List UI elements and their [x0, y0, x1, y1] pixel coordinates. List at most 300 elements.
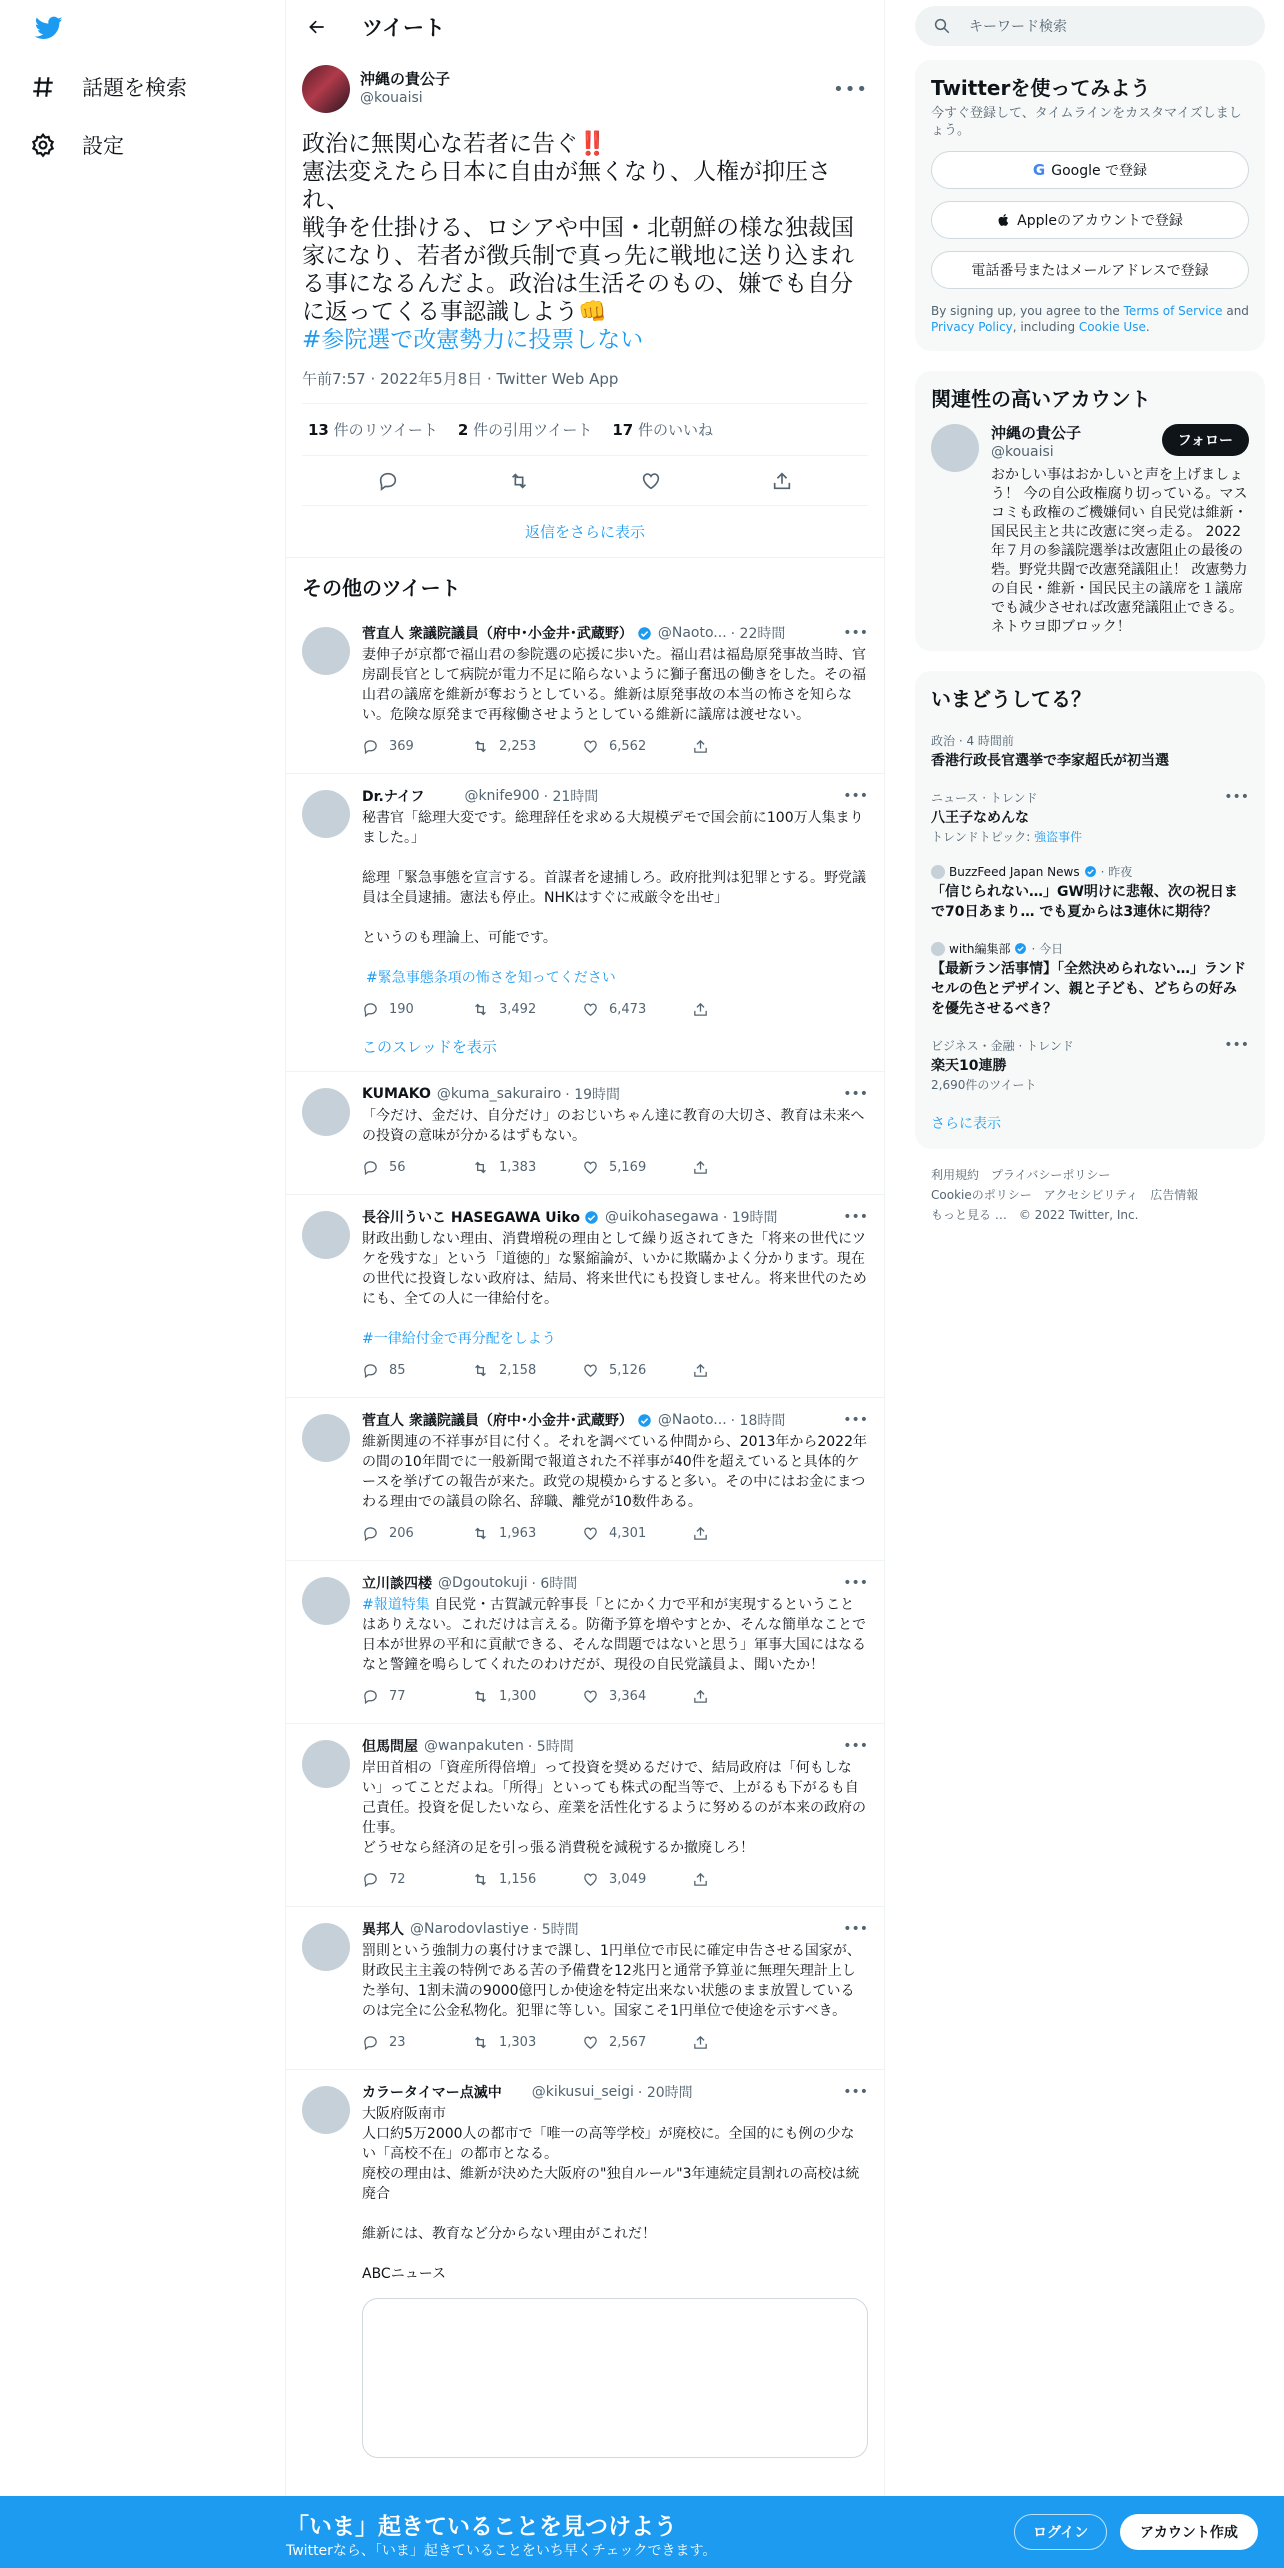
- retweet-button[interactable]: [472, 738, 582, 755]
- share-button[interactable]: [692, 1159, 802, 1176]
- tweet-card[interactable]: [286, 1398, 884, 1561]
- share-icon: [692, 1159, 709, 1176]
- related-account-info: [991, 424, 1249, 637]
- signup-subtitle: 今すぐ登録して、タイムラインをカスタマイズしましょう。: [931, 106, 1242, 138]
- avatar[interactable]: [302, 627, 350, 675]
- reply-icon: [362, 1525, 379, 1542]
- like-icon: [582, 1001, 599, 1018]
- tweet-card[interactable]: [286, 2070, 884, 2468]
- bottom-signup-bar: [0, 2496, 1284, 2568]
- tweet-author-name[interactable]: 菅直人 衆議院議員（府中･小金井･武蔵野）: [362, 1413, 633, 1429]
- show-thread-link[interactable]: このスレッドを表示: [362, 1038, 497, 1056]
- bottom-bar-subtitle: Twitterなら、「いま」起きていることをいち早くチェックできます。: [286, 2543, 717, 2559]
- tweet-time[interactable]: · 6時間: [531, 1576, 578, 1592]
- retweet-icon: [472, 2034, 489, 2051]
- likes-count: 17: [612, 421, 634, 439]
- like-count: 3,364: [609, 1688, 647, 1704]
- like-count: 5,126: [609, 1362, 647, 1378]
- share-button[interactable]: [692, 1362, 802, 1379]
- verified-badge-icon: [584, 1210, 599, 1225]
- legal-end: .: [1145, 320, 1150, 334]
- tweet-actions: [362, 1150, 868, 1184]
- share-button[interactable]: [692, 1525, 802, 1542]
- tweet-body: [362, 1084, 868, 1184]
- tweet-body: [362, 1410, 868, 1550]
- terms-link[interactable]: Terms of Service: [1123, 304, 1223, 318]
- tweet-author-handle[interactable]: @uikohasegawa: [605, 1209, 719, 1225]
- more-options-icon[interactable]: •••: [843, 1086, 868, 1102]
- likes-label: 件のいいね: [633, 421, 714, 439]
- tweet-actions: [362, 729, 868, 763]
- retweet-count: 1,303: [499, 2034, 537, 2050]
- legal-including: , including: [1012, 320, 1079, 334]
- apple-signup-button[interactable]: [931, 201, 1249, 239]
- reply-count: 23: [389, 2034, 406, 2050]
- avatar[interactable]: [302, 2086, 350, 2134]
- author-handle[interactable]: @kouaisi: [360, 90, 423, 106]
- share-icon[interactable]: [771, 470, 793, 492]
- search-placeholder: キーワード検索: [969, 19, 1067, 35]
- avatar[interactable]: [302, 1211, 350, 1259]
- trend-context: 政治 · 4 時間前: [931, 734, 1014, 748]
- tweet-text: 大阪府阪南市 人口約5万2000人の都市で「唯一の高等学校」が廃校に。全国的にも例の少ない「高校不在」の都市となる。 廃校の理由は、維新が決めた大阪府の"独自ルール"3年連続定員割れの高校は統廃合 維新には、教育など分からない理由がこれだ！ ABCニュース: [362, 2106, 860, 2282]
- hashtag-icon: [30, 74, 56, 100]
- tweet-text: [362, 1595, 868, 1675]
- like-count: 5,169: [609, 1159, 647, 1175]
- like-icon: [582, 1871, 599, 1888]
- search-icon: [933, 17, 951, 35]
- like-count: 3,049: [609, 1871, 647, 1887]
- phone-email-signup-button[interactable]: [931, 251, 1249, 289]
- related-account-header: [991, 424, 1249, 462]
- tweet-body: [362, 1736, 868, 1896]
- like-icon: [582, 738, 599, 755]
- more-options-icon[interactable]: •••: [843, 1209, 868, 1225]
- more-options-icon[interactable]: •••: [1224, 789, 1249, 805]
- reply-button[interactable]: [362, 1159, 472, 1176]
- reply-button[interactable]: [362, 1362, 472, 1379]
- like-button[interactable]: [582, 1525, 692, 1542]
- google-signup-label: Google で登録: [1051, 163, 1148, 179]
- like-icon: [582, 1688, 599, 1705]
- tweet-actions: [362, 1862, 868, 1896]
- share-icon: [692, 1871, 709, 1888]
- retweet-icon: [472, 1159, 489, 1176]
- like-icon: [582, 1525, 599, 1542]
- retweets-stat[interactable]: [308, 419, 438, 440]
- related-title: 関連性の高いアカウント: [931, 387, 1151, 411]
- tweet-author-name[interactable]: KUMAKO: [362, 1086, 431, 1102]
- copyright: © 2022 Twitter, Inc.: [1018, 1208, 1139, 1222]
- more-options-icon[interactable]: •••: [843, 1412, 868, 1428]
- share-button[interactable]: [692, 738, 802, 755]
- trend-source: [931, 940, 1249, 957]
- more-options-icon[interactable]: •••: [843, 788, 868, 804]
- tweet-time[interactable]: · 22時間: [730, 626, 786, 642]
- like-button[interactable]: [582, 1362, 692, 1379]
- retweet-button[interactable]: [472, 1001, 582, 1018]
- twitter-logo-icon[interactable]: [32, 14, 66, 42]
- tweet-text-body: 秘書官「総理大変です。総理辞任を求める大規模デモで国会前に100万人集まりました。」 総理「緊急事態を宣言する。首謀者を逮捕しろ。政府批判は犯罪とする。野党議員は全員逮捕。憲法も停止。NHKはすぐに戒厳令を出せ」 というのも理論上、可能です。: [362, 810, 866, 946]
- verified-badge-icon: [637, 626, 652, 641]
- like-count: 6,473: [609, 1001, 647, 1017]
- related-account-handle[interactable]: @kouaisi: [991, 444, 1054, 460]
- back-arrow-icon: [307, 17, 327, 37]
- footer-links: [915, 1149, 1265, 1241]
- tweet-author-name[interactable]: 立川談四楼: [362, 1576, 432, 1592]
- like-button[interactable]: [582, 1871, 692, 1888]
- like-button[interactable]: [582, 1001, 692, 1018]
- tweet-header: [362, 786, 868, 806]
- retweets-count: 13: [308, 421, 329, 439]
- share-icon: [692, 1688, 709, 1705]
- quotes-stat[interactable]: [458, 419, 592, 440]
- tweet-author-handle[interactable]: @kikusui_seigi: [531, 2084, 634, 2100]
- reply-button[interactable]: [362, 1688, 472, 1705]
- link-card[interactable]: [362, 2298, 868, 2458]
- footer-link[interactable]: プライバシーポリシー: [991, 1168, 1111, 1182]
- reply-icon: [362, 1362, 379, 1379]
- tweet-time[interactable]: · 19時間: [565, 1087, 621, 1103]
- like-count: 2,567: [609, 2034, 647, 2050]
- more-options-icon[interactable]: •••: [1224, 1037, 1249, 1053]
- reply-icon[interactable]: [377, 470, 399, 492]
- reply-count: 56: [389, 1159, 406, 1175]
- tweet-time[interactable]: · 21時間: [543, 789, 599, 805]
- retweet-count: 3,492: [499, 1001, 537, 1017]
- verified-badge-icon: [1014, 942, 1027, 955]
- tweet-card[interactable]: [286, 1072, 884, 1195]
- tweet-header: [362, 623, 868, 643]
- reply-button[interactable]: [362, 2034, 472, 2051]
- tweet-card[interactable]: [286, 1195, 884, 1398]
- tweet-author-handle[interactable]: @Naoto...: [657, 625, 727, 641]
- quotes-count: 2: [457, 421, 469, 439]
- tweet-header: [362, 1410, 868, 1430]
- avatar[interactable]: [302, 65, 350, 113]
- tweet-time[interactable]: · 5時間: [527, 1739, 574, 1755]
- retweet-count: 1,963: [499, 1525, 537, 1541]
- tweet-author-name[interactable]: 長谷川ういこ HASEGAWA Uiko: [362, 1210, 581, 1226]
- right-sidebar: [915, 0, 1265, 1241]
- follow-button[interactable]: フォロー: [1162, 424, 1249, 456]
- related-account[interactable]: [915, 424, 1265, 651]
- tweet-author-handle[interactable]: @knife900: [464, 788, 540, 804]
- tweet-time[interactable]: · 19時間: [722, 1210, 778, 1226]
- tweet-time[interactable]: · 18時間: [730, 1413, 786, 1429]
- avatar[interactable]: [302, 1740, 350, 1788]
- share-button[interactable]: [692, 1688, 802, 1705]
- reply-count: 85: [389, 1362, 406, 1378]
- retweet-icon: [472, 1001, 489, 1018]
- search-box[interactable]: [915, 6, 1265, 46]
- more-options-icon[interactable]: •••: [833, 78, 868, 100]
- tweet-time[interactable]: · 20時間: [637, 2085, 693, 2101]
- trend-count: 2,690件のツイート: [931, 1078, 1037, 1092]
- tweet-author-handle[interactable]: @Naoto...: [657, 1412, 727, 1428]
- trend-item[interactable]: [915, 855, 1265, 932]
- header-bar: [286, 0, 884, 54]
- like-icon[interactable]: [640, 470, 662, 492]
- google-icon: G: [1032, 161, 1046, 179]
- like-button[interactable]: [582, 1159, 692, 1176]
- retweet-icon[interactable]: [508, 470, 530, 492]
- show-more-trends-link[interactable]: さらに表示: [931, 1116, 1001, 1132]
- legal-and: and: [1222, 304, 1249, 318]
- retweet-button[interactable]: [472, 1525, 582, 1542]
- more-options-icon[interactable]: •••: [843, 1921, 868, 1937]
- related-account-name[interactable]: 沖縄の貴公子: [991, 424, 1082, 442]
- retweet-icon: [472, 1525, 489, 1542]
- retweet-button[interactable]: [472, 1362, 582, 1379]
- reply-count: 369: [389, 738, 414, 754]
- more-options-icon[interactable]: •••: [843, 1738, 868, 1754]
- more-options-icon[interactable]: •••: [843, 625, 868, 641]
- author-names: [360, 70, 450, 108]
- like-icon: [582, 1362, 599, 1379]
- like-icon: [582, 1159, 599, 1176]
- tweet-body: [362, 1207, 868, 1387]
- trend-title: 香港行政長官選挙で李家超氏が初当選: [931, 753, 1169, 769]
- main-tweet-actions: [302, 456, 868, 506]
- trend-context: ビジネス・金融 · トレンド: [931, 1039, 1074, 1053]
- reply-button[interactable]: [362, 1525, 472, 1542]
- tweet-card[interactable]: [286, 1724, 884, 1907]
- signup-button[interactable]: アカウント作成: [1120, 2514, 1258, 2550]
- share-icon: [692, 1525, 709, 1542]
- gear-icon: [30, 132, 56, 158]
- login-button[interactable]: ログイン: [1014, 2514, 1107, 2550]
- avatar[interactable]: [302, 1577, 350, 1625]
- like-button[interactable]: [582, 2034, 692, 2051]
- share-icon: [692, 1001, 709, 1018]
- source-avatar: [931, 942, 945, 956]
- avatar[interactable]: [302, 1923, 350, 1971]
- quotes-label: 件の引用ツイート: [468, 421, 593, 439]
- tweet-body: [362, 1573, 868, 1713]
- like-count: 6,562: [609, 738, 647, 754]
- trend-source-time: · 今日: [1031, 942, 1064, 956]
- retweet-count: 2,158: [499, 1362, 537, 1378]
- trend-title: 八王子なめんな: [931, 810, 1029, 826]
- like-icon: [582, 2034, 599, 2051]
- trend-source-time: · 昨夜: [1100, 865, 1133, 879]
- avatar[interactable]: [302, 1088, 350, 1136]
- back-button[interactable]: [302, 12, 332, 42]
- tweet-actions: [362, 1679, 868, 1713]
- share-icon: [692, 2034, 709, 2051]
- retweet-count: 1,300: [499, 1688, 537, 1704]
- tweet-card[interactable]: [286, 611, 884, 774]
- reply-icon: [362, 1688, 379, 1705]
- legal-prefix: By signing up, you agree to the: [931, 304, 1124, 318]
- bottom-bar-title: 「いま」起きていることを見つけよう: [286, 2514, 677, 2540]
- more-options-icon[interactable]: •••: [843, 2084, 868, 2100]
- like-button[interactable]: [582, 1688, 692, 1705]
- avatar[interactable]: [302, 790, 350, 838]
- signup-title: Twitterを使ってみよう: [931, 76, 1151, 100]
- tweet-card[interactable]: [286, 774, 884, 1072]
- main-column: [285, 0, 885, 2568]
- like-count: 4,301: [609, 1525, 647, 1541]
- tweet-timestamp[interactable]: 午前7:57 · 2022年5月8日 · Twitter Web App: [302, 368, 868, 404]
- tweet-author-name[interactable]: カラータイマー点滅中: [362, 2085, 502, 2101]
- tweet-author-handle[interactable]: @kuma_sakurairo: [436, 1086, 562, 1102]
- privacy-link[interactable]: Privacy Policy: [931, 320, 1013, 334]
- retweet-icon: [472, 1871, 489, 1888]
- tweet-text-body: 自民党・古賀誠元幹事長「とにかく力で平和が実現するということはありえない。これだけは言える。防衛予算を増やすとか、そんな簡単なことで日本が世界の平和に貢献できる、そんな問題ではないと思う」軍事大国にはなるなと警鐘を鳴らしてくれたのわけだが、現役の自民党議員よ、聞いたか！: [362, 1597, 866, 1673]
- retweet-icon: [472, 738, 489, 755]
- show-more-replies-link[interactable]: 返信をさらに表示: [286, 506, 884, 558]
- main-tweet-body: 政治に無関心な若者に告ぐ‼️ 憲法変えたら日本に自由が無くなり、人権が抑圧され、 戦争を仕掛ける、ロシアや中国・北朝鮮の様な独裁国家になり、若者が徴兵制で真っ先に戦地に送り込まれる事になるんだよ。政治は生活そのもの、嫌でも自分に返ってくる事認識しよう👊: [302, 131, 854, 325]
- reply-button[interactable]: [362, 738, 472, 755]
- retweet-count: 2,253: [499, 738, 537, 754]
- reply-icon: [362, 1001, 379, 1018]
- hashtag-link[interactable]: #報道特集: [362, 1597, 430, 1613]
- share-button[interactable]: [692, 2034, 802, 2051]
- google-signup-button[interactable]: [931, 151, 1249, 189]
- reply-button[interactable]: [362, 1871, 472, 1888]
- hashtag-link[interactable]: #参院選で改憲勢力に投票しない: [302, 327, 644, 353]
- tweet-header: [362, 1207, 868, 1227]
- retweet-count: 1,383: [499, 1159, 537, 1175]
- footer-link[interactable]: Cookieのポリシー: [931, 1188, 1032, 1202]
- hashtag-link[interactable]: #一律給付金で再分配をしよう: [362, 1331, 556, 1347]
- trend-item[interactable]: [915, 781, 1265, 855]
- tweet-header: [362, 1573, 868, 1593]
- tweet-time[interactable]: · 5時間: [532, 1922, 579, 1938]
- trend-source-name: with編集部: [949, 942, 1011, 956]
- nav-settings-label: 設定: [82, 134, 124, 158]
- retweet-icon: [472, 1688, 489, 1705]
- footer-link[interactable]: アクセシビリティ: [1043, 1188, 1139, 1202]
- more-options-icon[interactable]: •••: [843, 1575, 868, 1591]
- tweet-author-name[interactable]: 異邦人: [362, 1922, 404, 1938]
- trends-title: いまどうしてる？: [931, 687, 1091, 711]
- signup-card: [915, 60, 1265, 351]
- apple-signup-label: Appleのアカウントで登録: [1017, 213, 1183, 229]
- tweet-actions: [362, 1516, 868, 1550]
- tweet-text-body: 財政出動しない理由、消費増税の理由として繰り返されてきた「将来の世代にツケを残すな」という「道徳的」な緊縮論が、いかに欺瞞かよく分かります。現在の世代に投資しない政府は、結局、将来世代にも投資しません。将来世代のためにも、全ての人に一律給付を。: [362, 1231, 867, 1307]
- tweet-actions: [362, 1353, 868, 1387]
- reply-count: 72: [389, 1871, 406, 1887]
- share-button[interactable]: [692, 1871, 802, 1888]
- tweet-body: [362, 1919, 868, 2059]
- tweet-text: 妻伸子が京都で福山君の参院選の応援に歩いた。福山君は福島原発事故当時、官房副長官として病院が電力不足に陥らないように獅子奮迅の働きをした。その福山君の議席を維新が奪おうとしている。維新は原発事故の本当の怖さを知らない。危険な原発まで再稼働させようとしている維新に議席は渡せない。: [362, 647, 866, 723]
- author-name[interactable]: 沖縄の貴公子: [360, 70, 451, 88]
- related-account-bio: おかしい事はおかしいと声を上げましょう！ 今の自公政権腐り切っている。マスコミも政権のご機嫌伺い 自民党は維新・国民民主と共に改憲に突っ走る。 2022年７月の参議院選挙は改憲阻止の最後の砦。野党共闘で改憲発議阻止！ 改憲勢力の自民・維新・国民民主の議席を１議席でも減少させれば改憲発議阻止できる。ネトウヨ即ブロック！: [991, 467, 1248, 635]
- share-icon: [692, 738, 709, 755]
- reply-button[interactable]: [362, 1001, 472, 1018]
- retweet-button[interactable]: [472, 2034, 582, 2051]
- tweet-actions: [362, 2025, 868, 2059]
- retweet-button[interactable]: [472, 1688, 582, 1705]
- trend-source-name: BuzzFeed Japan News: [949, 864, 1080, 879]
- share-button[interactable]: [692, 1001, 802, 1018]
- likes-stat[interactable]: [612, 419, 713, 440]
- tweet-text: [362, 808, 868, 988]
- tweet-text: [362, 1229, 868, 1349]
- tweet-text: 「今だけ、金だけ、自分だけ」のおじいちゃん達に教育の大切さ、教育は未来への投資の意味が分かるはずもない。: [362, 1108, 865, 1144]
- reply-count: 190: [389, 1001, 414, 1017]
- tweet-header: [362, 1736, 868, 1756]
- tweet-actions: [362, 992, 868, 1026]
- cookie-link[interactable]: Cookie Use: [1078, 320, 1146, 334]
- retweet-button[interactable]: [472, 1159, 582, 1176]
- reply-icon: [362, 1159, 379, 1176]
- tweet-header: [362, 1084, 868, 1104]
- related-account-names: [991, 424, 1081, 462]
- left-sidebar: [0, 0, 285, 2568]
- like-button[interactable]: [582, 738, 692, 755]
- verified-badge-icon: [637, 1413, 652, 1428]
- page-title: ツイート: [362, 16, 445, 40]
- reply-icon: [362, 2034, 379, 2051]
- tweet-author-name[interactable]: 但馬問屋: [362, 1739, 418, 1755]
- trend-source: [931, 863, 1249, 880]
- footer-link[interactable]: 広告情報: [1150, 1188, 1199, 1202]
- trend-title: 楽天10連勝: [931, 1058, 1007, 1074]
- retweet-button[interactable]: [472, 1871, 582, 1888]
- phone-signup-label: 電話番号またはメールアドレスで登録: [971, 263, 1209, 279]
- trend-topic-prefix: トレンドトピック:: [931, 830, 1035, 844]
- tweet-text: 岸田首相の「資産所得倍増」って投資を奨めるだけで、結局政府は「何もしない」ってことだよね。「所得」といっても株式の配当等で、上がるも下がるも自己責任。投資を促したいなら、産業を活性化するように努めるのが本来の政府の仕事。 どうせなら経済の足を引っ張る消費税を減税するか撤廃しろ！: [362, 1760, 866, 1856]
- trend-item[interactable]: [915, 1029, 1265, 1103]
- trend-context: ニュース · トレンド: [931, 791, 1038, 805]
- retweet-count: 1,156: [499, 1871, 537, 1887]
- tweet-body: [362, 2082, 868, 2458]
- tweet-author-name[interactable]: 菅直人 衆議院議員（府中･小金井･武蔵野）: [362, 626, 633, 642]
- reply-count: 206: [389, 1525, 414, 1541]
- tweet-author-handle[interactable]: @Dgoutokuji: [438, 1575, 528, 1591]
- trend-topic: [931, 828, 1249, 845]
- trend-item[interactable]: [915, 724, 1265, 781]
- tweet-header: [362, 2082, 868, 2102]
- signup-legal-text: [931, 303, 1249, 335]
- tweet-text: 維新関連の不祥事が目に付く。それを調べている仲間から、2013年から2022年の間の10年間でに一般新聞で報道された不祥事が40件を超えていると具体的ケースを挙げての報告が来た。政党の規模からすると多い。その中にはお金にまつわる理由での議員の除名、辞職、離党が10数件ある。: [362, 1434, 867, 1510]
- avatar[interactable]: [302, 1414, 350, 1462]
- nav-explore-label: 話題を検索: [82, 76, 187, 100]
- trends-card: [915, 671, 1265, 1149]
- apple-icon: [997, 212, 1011, 228]
- reply-icon: [362, 738, 379, 755]
- hashtag-link[interactable]: #緊急事態条項の怖さを知ってください: [366, 970, 616, 986]
- tweet-author-handle[interactable]: @Narodovlastiye: [410, 1921, 529, 1937]
- nav-explore[interactable]: [30, 72, 187, 102]
- trend-title: 「信じられない…」GW明けに悲報、次の祝日まで70日あまり… でも夏からは3連休に期待？: [931, 884, 1238, 920]
- tweet-card[interactable]: [286, 1561, 884, 1724]
- trend-item[interactable]: [915, 932, 1265, 1029]
- retweets-label: 件のリツイート: [328, 421, 438, 439]
- tweet-card[interactable]: [286, 1907, 884, 2070]
- tweet-author-handle[interactable]: @wanpakuten: [424, 1738, 524, 1754]
- trend-title: 【最新ラン活事情】「全然決められない…」ランドセルの色とデザイン、親と子ども、どちらの好みを優先させるべき？: [931, 961, 1246, 1017]
- share-icon: [692, 1362, 709, 1379]
- main-tweet-text: [302, 130, 868, 354]
- tweet-body: [362, 623, 868, 763]
- nav-settings[interactable]: [30, 130, 124, 160]
- tweet-stats: [302, 404, 868, 456]
- tweet-text: 罰則という強制力の裏付けまで課し、1円単位で市民に確定申告させる国家が、財政民主主義の特例である苦の予備費を12兆円と通常予算並に無理矢理計上した挙句、1割未満の9000億円しか使途を特定出来ない状態のまま放置しているのは完全に公金私物化。犯罪に等しい。国家こそ1円単位で使途を示すべき。: [362, 1943, 861, 2019]
- tweet-author-name[interactable]: Dr.ナイフ: [362, 789, 425, 805]
- avatar[interactable]: [931, 424, 979, 472]
- footer-link[interactable]: 利用規約: [931, 1168, 980, 1182]
- footer-link[interactable]: もっと見る …: [931, 1208, 1007, 1222]
- verified-badge-icon: [1084, 865, 1097, 878]
- reply-count: 77: [389, 1688, 406, 1704]
- trend-topic-link[interactable]: 強盗事件: [1034, 830, 1083, 844]
- main-tweet-author: [302, 64, 868, 114]
